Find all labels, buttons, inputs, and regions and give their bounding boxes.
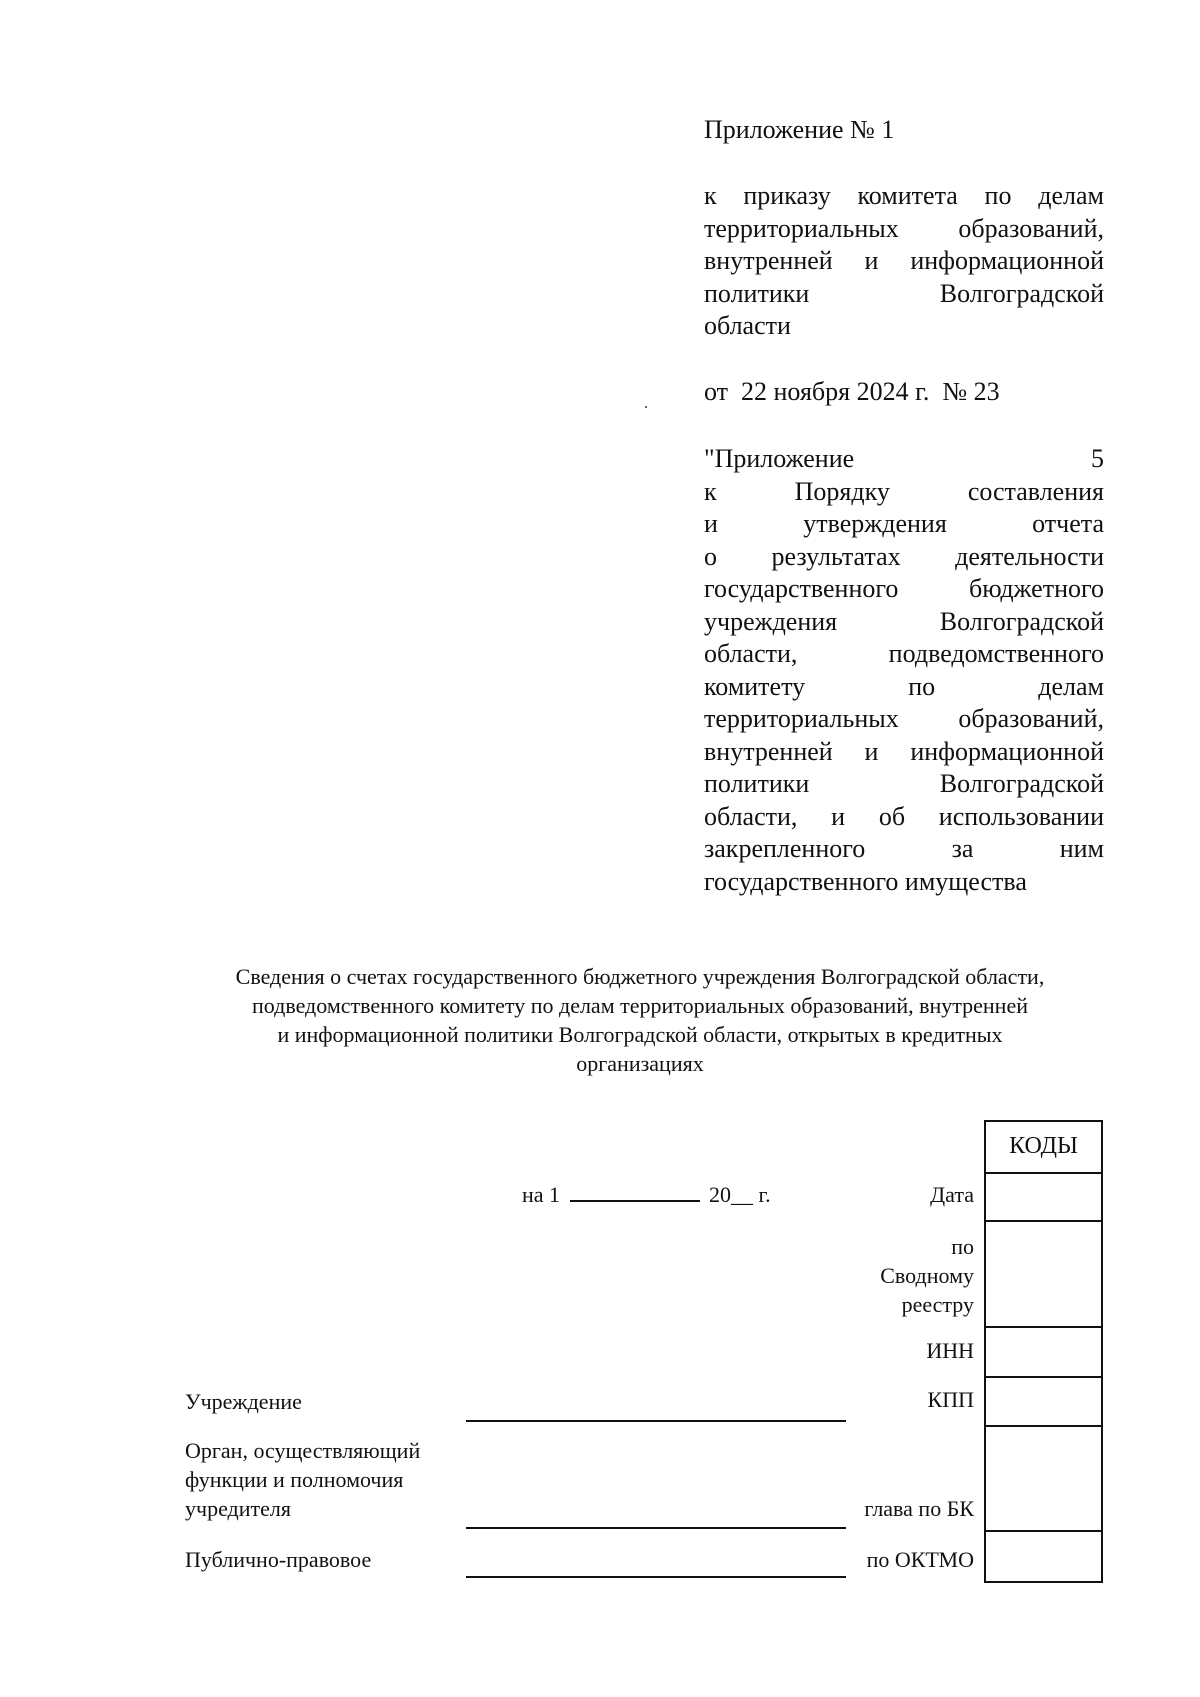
word: образований, — [958, 213, 1104, 243]
label-institution: Учреждение — [185, 1389, 302, 1414]
sub-appendix-line: территориальных образований, — [704, 704, 1104, 733]
label-glava: глава по БК — [864, 1496, 974, 1521]
date-year: 20__ г. — [709, 1182, 771, 1207]
word: информационной — [910, 246, 1104, 275]
to-order-text: области — [704, 311, 791, 340]
date-prefix: на 1 — [522, 1182, 561, 1207]
sub-appendix-title: "Приложение 5 — [704, 444, 1104, 473]
order-date-text: от 22 ноября 2024 г. № 23 — [704, 377, 1000, 406]
label-public-legal: Публично-правовое — [185, 1547, 372, 1572]
sub-appendix-line: области, и об использовании — [704, 801, 1104, 831]
label-inn: ИНН — [926, 1338, 974, 1363]
code-cell-inn[interactable] — [986, 1328, 1101, 1378]
sub-appendix-line: и утверждения отчета — [704, 509, 1104, 538]
sub-appendix-line: к Порядку составления — [704, 476, 1104, 506]
label-date: Дата — [930, 1182, 974, 1207]
label-registry-line: Сводному — [880, 1263, 974, 1288]
code-cell-date[interactable] — [986, 1174, 1101, 1222]
word: внутренней — [704, 246, 833, 275]
code-cell-oktmo[interactable] — [986, 1532, 1101, 1581]
label-organ-line: функции и полномочия — [185, 1467, 404, 1492]
date-blank — [570, 1182, 700, 1202]
label-organ-line: учредителя — [185, 1496, 291, 1521]
form-title-line: Сведения о счетах государственного бюджетного учреждения Волгоградской области, — [235, 964, 1045, 989]
to-order-line — [704, 180, 1104, 213]
code-cell-registry[interactable] — [986, 1222, 1101, 1328]
sub-appendix-line: внутренней и информационной — [704, 736, 1104, 766]
word: территориальных — [704, 213, 899, 243]
code-cell-kpp[interactable] — [986, 1378, 1101, 1427]
form-title — [170, 962, 1110, 1078]
institution-field[interactable] — [466, 1420, 846, 1422]
label-oktmo: по ОКТМО — [866, 1547, 974, 1572]
word: комитета — [857, 181, 958, 210]
word: Волгоградской — [939, 278, 1104, 308]
word: к — [704, 181, 717, 210]
sub-appendix-lines — [704, 476, 1104, 899]
label-kpp: КПП — [927, 1387, 974, 1412]
form-title-line: организациях — [576, 1051, 704, 1076]
appendix-title — [704, 114, 1104, 147]
appendix-title-text: Приложение № 1 — [704, 115, 895, 144]
organ-field[interactable] — [466, 1527, 846, 1529]
label-organ — [185, 1436, 420, 1523]
label-registry-line: реестру — [901, 1292, 974, 1317]
word: и — [864, 246, 879, 275]
word: приказу — [743, 181, 831, 210]
stray-dot — [645, 406, 647, 408]
label-registry-line: по — [951, 1234, 974, 1259]
code-cell-glava[interactable] — [986, 1427, 1101, 1532]
codes-table — [984, 1120, 1103, 1583]
label-registry — [820, 1232, 974, 1319]
order-date-number — [704, 376, 1104, 409]
label-organ-line: Орган, осуществляющий — [185, 1438, 421, 1463]
sub-appendix-line: государственного бюджетного — [704, 574, 1104, 603]
public-legal-field[interactable] — [466, 1576, 846, 1578]
sub-appendix-line: государственного имущества — [704, 866, 1027, 896]
sub-appendix-line: о результатах деятельности — [704, 541, 1104, 571]
to-order-line — [704, 310, 1104, 343]
sub-appendix-line: области, подведомственного — [704, 639, 1104, 668]
sub-appendix-line: учреждения Волгоградской — [704, 606, 1104, 636]
word: политики — [704, 278, 810, 308]
codes-header: КОДЫ — [986, 1122, 1101, 1174]
word: по — [984, 181, 1012, 210]
word: делам — [1038, 181, 1104, 210]
report-date-line — [522, 1180, 771, 1209]
to-order-line — [704, 213, 1104, 246]
sub-appendix-line: комитету по делам — [704, 671, 1104, 701]
form-title-line: и информационной политики Волгоградской области, открытых в кредитных — [277, 1022, 1003, 1047]
sub-appendix-line: политики Волгоградской — [704, 769, 1104, 798]
to-order-line — [704, 278, 1104, 311]
sub-appendix-line: закрепленного за ним — [704, 834, 1104, 863]
appendix-to-order — [704, 180, 1104, 343]
to-order-line — [704, 245, 1104, 278]
form-title-line: подведомственного комитету по делам территориальных образований, внутренней — [251, 993, 1028, 1018]
sub-appendix — [704, 443, 1104, 898]
